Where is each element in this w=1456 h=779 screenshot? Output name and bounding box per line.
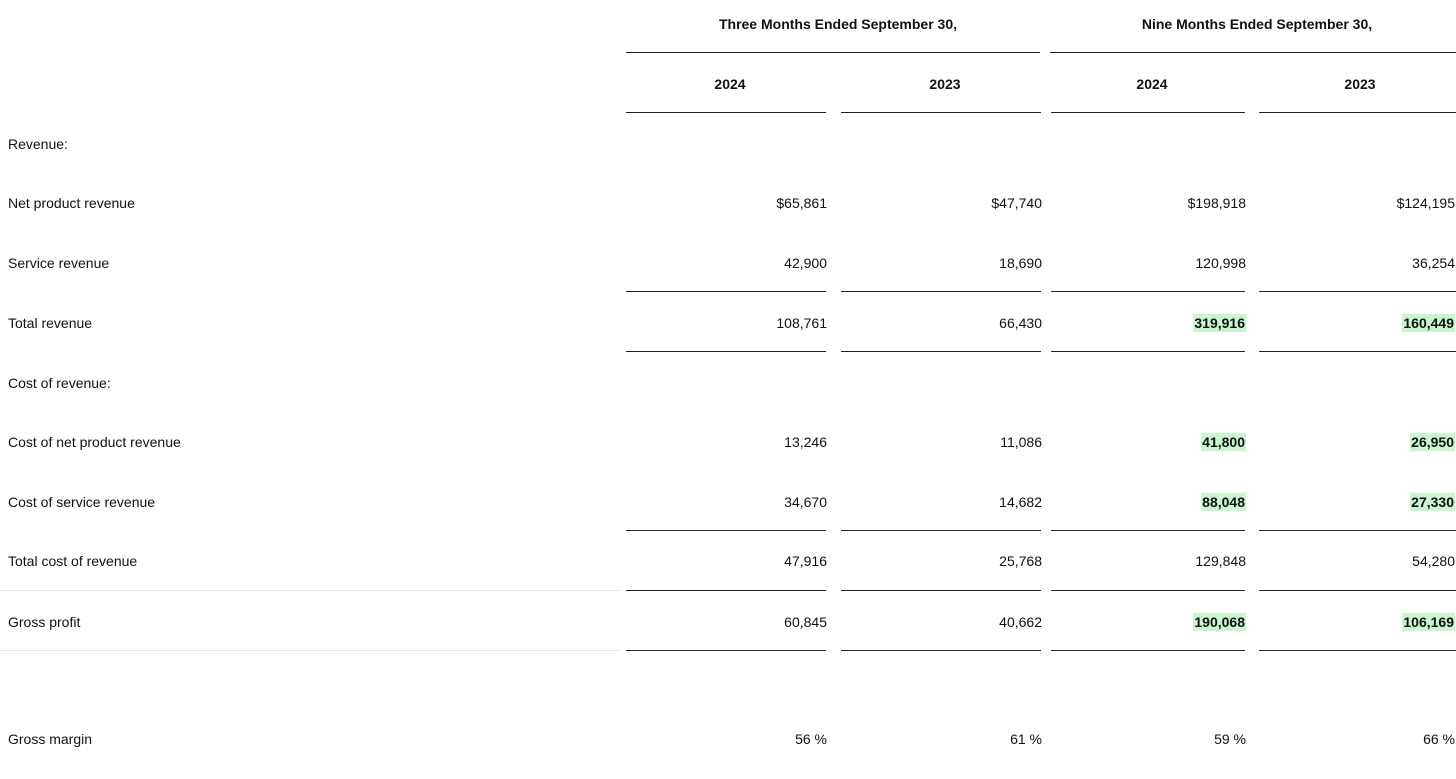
table-cell: 40,662 bbox=[999, 614, 1042, 630]
period-header-nine-months: Nine Months Ended September 30, bbox=[1141, 16, 1373, 32]
year-rule bbox=[626, 112, 826, 113]
subtotal-rule bbox=[841, 291, 1041, 292]
year-header-ytd-2024: 2024 bbox=[1136, 76, 1168, 92]
total-rule bbox=[841, 650, 1041, 651]
subtotal-rule bbox=[1051, 291, 1245, 292]
table-cell: 61 % bbox=[1010, 731, 1042, 747]
row-label-net-product-revenue: Net product revenue bbox=[8, 195, 135, 211]
subtotal-rule bbox=[1259, 530, 1456, 531]
row-label-cost-of-net-product-revenue: Cost of net product revenue bbox=[8, 434, 181, 450]
table-cell: 25,768 bbox=[999, 553, 1042, 569]
row-label-gross-profit: Gross profit bbox=[8, 614, 81, 630]
table-cell: 60,845 bbox=[784, 614, 827, 630]
subtotal-rule bbox=[626, 530, 826, 531]
table-cell: 59 % bbox=[1214, 731, 1246, 747]
subtotal-rule bbox=[841, 530, 1041, 531]
table-cell: 18,690 bbox=[999, 255, 1042, 271]
row-label-revenue-section: Revenue: bbox=[8, 136, 68, 152]
subtotal-rule bbox=[626, 590, 826, 591]
table-cell: $65,861 bbox=[776, 195, 827, 211]
row-label-cost-of-revenue-section: Cost of revenue: bbox=[8, 375, 111, 391]
row-label-total-revenue: Total revenue bbox=[8, 315, 93, 331]
row-label-total-cost-of-revenue: Total cost of revenue bbox=[8, 553, 138, 569]
total-rule bbox=[841, 351, 1041, 352]
year-rule bbox=[1051, 112, 1245, 113]
subtotal-rule bbox=[1051, 590, 1245, 591]
year-header-ytd-2023: 2023 bbox=[1344, 76, 1376, 92]
table-cell: $47,740 bbox=[991, 195, 1042, 211]
row-label-service-revenue: Service revenue bbox=[8, 255, 110, 271]
table-cell-highlighted: 106,169 bbox=[1403, 614, 1454, 630]
table-cell: 56 % bbox=[795, 731, 827, 747]
total-rule bbox=[626, 650, 826, 651]
table-cell-highlighted: 88,048 bbox=[1202, 494, 1245, 510]
table-cell: $124,195 bbox=[1396, 195, 1455, 211]
table-cell: 34,670 bbox=[784, 494, 827, 510]
table-cell: 36,254 bbox=[1412, 255, 1455, 271]
row-separator bbox=[0, 650, 620, 651]
table-cell-highlighted: 160,449 bbox=[1403, 315, 1454, 331]
table-cell: 108,761 bbox=[776, 315, 827, 331]
table-cell: 42,900 bbox=[784, 255, 827, 271]
row-separator bbox=[0, 590, 620, 591]
period-header-three-months: Three Months Ended September 30, bbox=[718, 16, 958, 32]
table-cell: $198,918 bbox=[1187, 195, 1246, 211]
row-label-cost-of-service-revenue: Cost of service revenue bbox=[8, 494, 156, 510]
table-cell: 14,682 bbox=[999, 494, 1042, 510]
total-rule bbox=[1259, 351, 1456, 352]
table-cell-highlighted: 26,950 bbox=[1411, 434, 1454, 450]
year-rule bbox=[841, 112, 1041, 113]
table-cell: 13,246 bbox=[784, 434, 827, 450]
year-header-q-2024: 2024 bbox=[714, 76, 746, 92]
subtotal-rule bbox=[626, 291, 826, 292]
table-cell: 120,998 bbox=[1195, 255, 1246, 271]
table-cell: 66 % bbox=[1423, 731, 1455, 747]
period-rule-three-months bbox=[626, 52, 1040, 53]
subtotal-rule bbox=[841, 590, 1041, 591]
year-header-q-2023: 2023 bbox=[929, 76, 961, 92]
table-cell: 66,430 bbox=[999, 315, 1042, 331]
period-rule-nine-months bbox=[1050, 52, 1456, 53]
table-cell-highlighted: 27,330 bbox=[1411, 494, 1454, 510]
total-rule bbox=[1051, 650, 1245, 651]
subtotal-rule bbox=[1259, 291, 1456, 292]
table-cell-highlighted: 41,800 bbox=[1202, 434, 1245, 450]
row-label-gross-margin: Gross margin bbox=[8, 731, 93, 747]
total-rule bbox=[626, 351, 826, 352]
subtotal-rule bbox=[1051, 530, 1245, 531]
subtotal-rule bbox=[1259, 590, 1456, 591]
total-rule bbox=[1259, 650, 1456, 651]
year-rule bbox=[1259, 112, 1456, 113]
total-rule bbox=[1051, 351, 1245, 352]
table-cell: 129,848 bbox=[1195, 553, 1246, 569]
table-cell-highlighted: 190,068 bbox=[1194, 614, 1245, 630]
table-cell: 54,280 bbox=[1412, 553, 1455, 569]
table-cell-highlighted: 319,916 bbox=[1194, 315, 1245, 331]
table-cell: 47,916 bbox=[784, 553, 827, 569]
table-cell: 11,086 bbox=[1000, 434, 1042, 450]
